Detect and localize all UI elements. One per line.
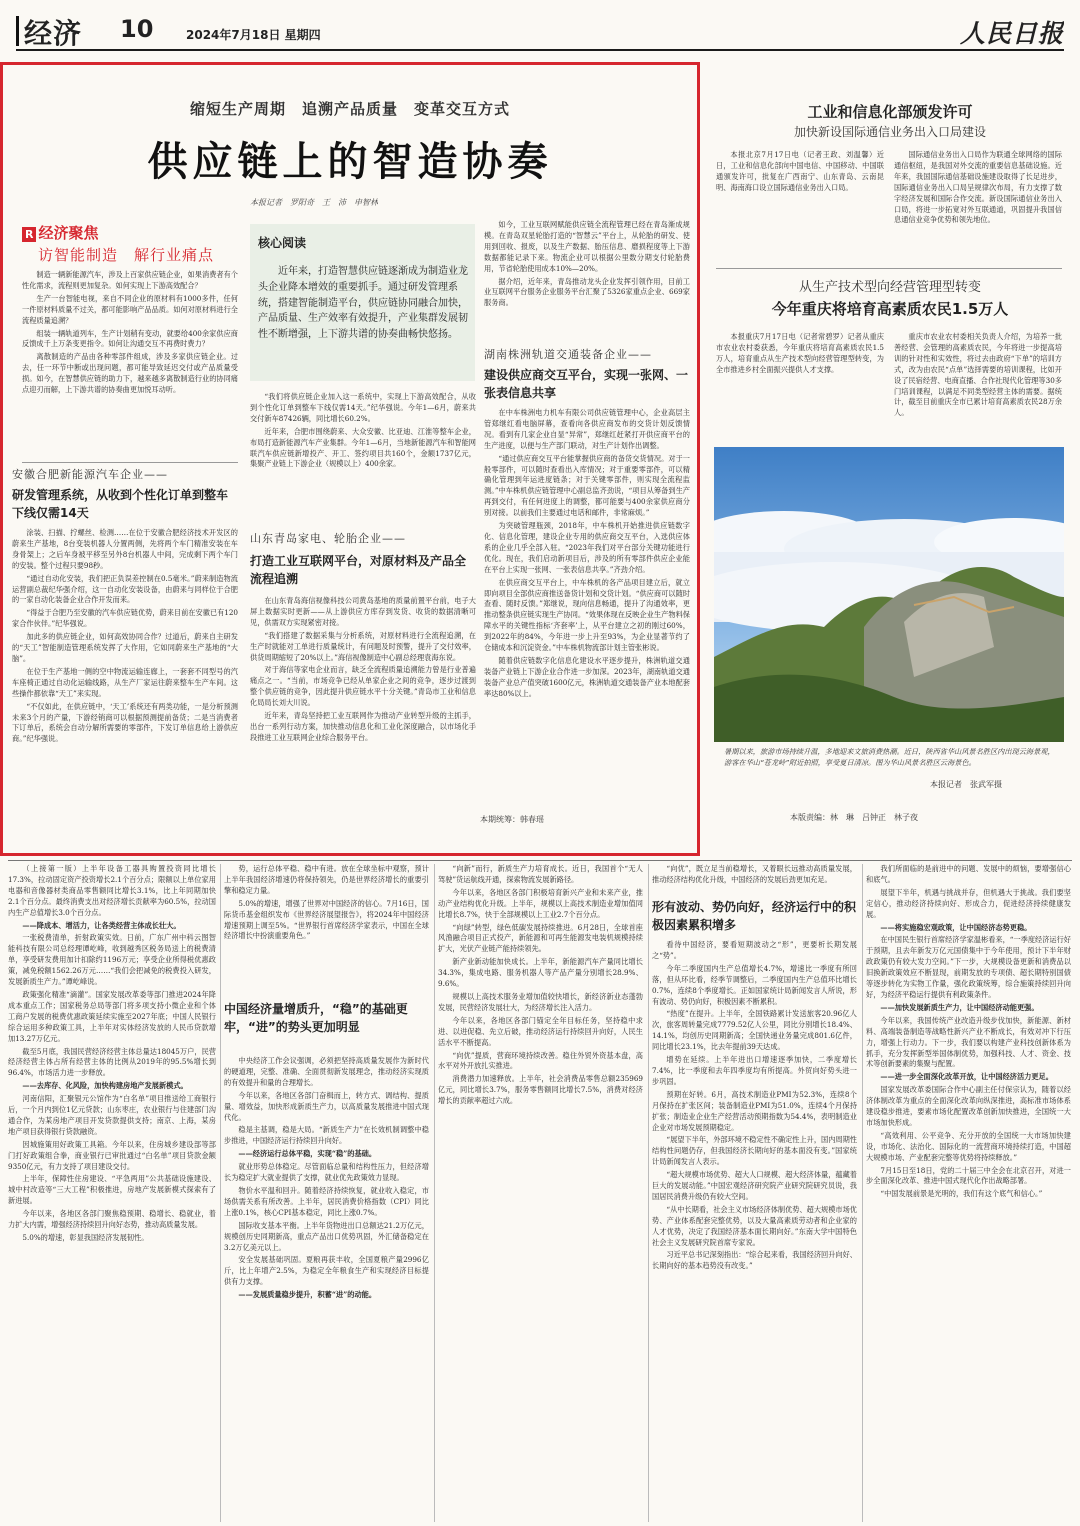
paragraph: “向新”而行，新质生产力培育成长。近日，我国首个“无人驾驶”货运航线开通，探索物流发展新路径。 <box>438 864 643 884</box>
paragraph: （上接第一版）上半年设备工器具购置投资同比增长17.3%，拉动固定资产投资增长2.1个百分点；限额以上单位家用电器和音像器材类商品零售额同比增长3.1%，比上年同期加快2.1个百分点。最终消费支出对经济增长贡献率为60.5%，拉动国内生产总值增长3.0个百分点。 <box>8 864 216 917</box>
section-name: 经济 <box>24 17 83 48</box>
paragraph: 今年二季度国内生产总值增长4.7%，增速比一季度有所回落，但从环比看，经季节调整后，二季度国内生产总值环比增长0.7%，连续8个季度增长。正如国家统计局新闻发言人所说，形有波动、势仍向好，积极因素不断累积。 <box>652 963 857 1006</box>
news2-title[interactable]: 今年重庆将培育高素质农民1.5万人 <box>771 300 1009 318</box>
paragraph: 国家发展改革委国际合作中心副主任付保宗认为，随着以经济体制改革为重点的全面深化改革向纵深推进，高标准市场体系建设稳步推进，要素市场化配置改革创新加快推进，全国统一大市场加快形成。 <box>866 1085 1071 1127</box>
section-divider <box>8 860 1072 861</box>
page-editors: 本版责编：林 琳 吕钟正 林子夜 <box>790 813 918 822</box>
paragraph: “超大规模市场优势、超大人口规模、超大经济体量，蕴藏着巨大的发展动能。”中国宏观经济研究院产业研究院研究员说，我国居民消费升级仍有较大空间。 <box>652 1170 857 1201</box>
paragraph: “高效利用、公平竞争、充分开放的全国统一大市场加快建设，市场化、法治化、国际化的一流营商环境持续打造，中国超大规模市场、产业配套完整等优势将持续释放。” <box>866 1130 1071 1162</box>
subhead-location-3: 湖南株洲轨道交通装备企业—— <box>484 348 652 361</box>
paragraph: 在位于生产基地一侧的空中物流运输连廊上，一套套不同型号的汽车座椅正通过自动化运输线路，从生产厂家运往蔚来整车生产车间。这些操作都依靠“天工”来实现。 <box>12 666 238 698</box>
paragraph: 在中车株洲电力机车有限公司供应链管理中心，企业高层主管郑继红看电脑屏幕，查看向各供应商发布的交货计划反馈情况。看到有几家企业自显“异常”，郑继红赶紧打开供应商平台的生产进度，以便与生产部门联动，对生产计划作出调整。 <box>484 408 690 450</box>
paragraph: ——将实施稳宏观政策，让中国经济态势更稳。 <box>880 922 1032 932</box>
paragraph: ——进一步全面深化改革开放，让中国经济活力更足。 <box>880 1072 1053 1082</box>
photo-caption: 暑期以来，旅游市场持续升温，多地迎来文旅消费热潮。近日，陕西省华山风景名胜区内出现云海景观，游客在华山“苍龙岭”附近拍照，享受夏日清凉。图为华山风景名胜区云海景色。 <box>724 747 1055 767</box>
paragraph: 随着供应链数字化信息化建设水平逐步提升，株洲轨道交通装备产业链上下游企业合作进一步加深。2023年，湖南轨道交通装备产业总产值突破1600亿元，株洲轨道交通装备产业本地配套率达80%以上。 <box>484 655 690 698</box>
paragraph: 今年以来，各地区各部门聚焦稳预期、稳增长、稳就业，着力扩大内需，增强经济持续回升向好态势，推动高质量发展。 <box>8 1209 216 1230</box>
rule <box>716 268 1062 269</box>
paragraph: 国际通信业务出入口局作为联通全球网络的国际通信枢纽，是我国对外交流的重要信息基础设施。近年来，我国国际通信基础设施建设取得了长足进步，国际通信业务出入口局呈规律次布局，有力支撑了数字经济发展和国际合作交流。新设国际通信业务出入口局，将进一步拓宽对外互联通道，巩固提升我国信息通信业竞争优势和领先地位。 <box>894 150 1062 225</box>
paragraph: “热度”在提升。上半年，全国铁路累计发送旅客20.96亿人次，旅客周转量完成7779.52亿人公里，同比分别增长18.4%、14.1%，均创历史同期新高；全国快递业务量完成801.6亿件，同比增长23.1%，比去年提前39天达成。 <box>652 1009 857 1052</box>
paragraph: “中国发展前景是光明的，我们有这个底气和信心。” <box>880 1189 1043 1199</box>
intro-paragraph: 制造一辆新能源汽车，涉及上百家供应链企业，如果消费者有个性化需求，流程则更加复杂。如何实现上下游高效配合？ <box>22 270 238 290</box>
paragraph: 5.0%的增速，增强了世界对中国经济的信心。7月16日，国际货币基金组织发布《世界经济展望报告》，将2024年中国经济增速预期上调至5%。“世界银行首席经济学家表示，中国在全球经济增长中扮演重要角色。” <box>224 898 429 941</box>
photo-credit: 本报记者 张武军摄 <box>930 780 1002 789</box>
paragraph: 习近平总书记深刻指出：“综合起来看，我国经济回升向好、长期向好的基本趋势没有改变。” <box>652 1250 857 1271</box>
lower-col-2-top <box>224 864 429 994</box>
paragraph: 国际收支基本平衡。上半年货物进出口总额达21.2万亿元，规模创历史同期新高，重点产品出口优势巩固，外汇储备稳定在3.2万亿美元以上。 <box>224 1220 429 1252</box>
paragraph: 今年以来，我国传统产业改造升级步伐加快，新能源、新材料、高端装备制造等战略性新兴产业不断成长，有效对冲下行压力，增强上行动力。下一步，我们要以构建产业科技创新体系为抓手，充分发挥新型举国体制优势，加强科技、人才、资金、技术等创新要素的集聚与配置。 <box>866 1015 1071 1069</box>
paragraph: “向优”提质，营商环境持续改善。稳住外贸外资基本盘，高水平对外开放扎实推进。 <box>438 1050 643 1071</box>
news2-body-left <box>716 332 884 438</box>
section-3-body <box>484 408 690 812</box>
mountain-cloud-illustration <box>714 447 1064 742</box>
news1-subtitle: 加快新设国际通信业务出入口局建设 <box>793 125 986 139</box>
paragraph: 今年以来，各地区各部门锚定全年目标任务，坚持稳中求进、以进促稳、先立后破，推动经济运行持续回升向好，人民生活水平不断提高。 <box>438 1015 643 1047</box>
feature-headline[interactable]: 供应链上的智造协奏 <box>147 139 553 185</box>
paragraph: 看待中国经济，要看短期波动之“形”，更要析长期发展之“势”。 <box>652 940 857 960</box>
paragraph: 我们所面临的是前进中的问题、发展中的烦恼，要增强信心和底气。 <box>866 864 1071 884</box>
paragraph: ——去库存、化风险，加快构建房地产发展新模式。 <box>22 1081 188 1091</box>
news2-pretitle: 从生产技术型向经营管理型转变 <box>798 280 981 295</box>
column-rule <box>648 864 649 1522</box>
news1-body-left <box>716 150 884 260</box>
intro-paragraph: 生产一台智能电视，来自不同企业的原材料有1000多件，任何一件原材料质量不过关，都可能影响产品品质。如何对原材料进行全流程质量追溯？ <box>22 293 238 325</box>
feature-kicker: 缩短生产周期 追溯产品质量 变革交互方式 <box>189 100 510 118</box>
paragraph: 据介绍，近年来，青岛推动龙头企业发挥引领作用，目前工业互联网平台服务企业服务平台汇聚了5326家重点企业、669家服务商。 <box>484 276 690 308</box>
lower-col-4-top <box>652 864 857 898</box>
paragraph: 河南信阳，汇聚银元公馆作为“白名单”项目推送给工商银行后，一个月内到位1亿元贷款；山东枣庄，农业银行与住建部门沟通合作，为某房地产项目开发贷款提供支持；南京、上海，某房地产项目获得银行贷款融资。 <box>8 1094 216 1136</box>
paragraph: 预期在好转。6月，高技术制造业PMI为52.3%，连续8个月保持在扩张区间；装备制造业PMI为51.0%，连续4个月保持扩张；制造业企业生产经营活动预期指数为54.4%，表明制造业企业对市场发展预期稳定。 <box>652 1089 857 1132</box>
paragraph: 本报重庆7月17日电（记者常碧罗）记者从重庆市农业农村委获悉，今年重庆将培育高素质农民1.5万人，培育重点从生产技术型向经营管理型转变，为全市推进乡村全面振兴提供人才支撑。 <box>716 332 884 374</box>
paragraph: 增势在延续。上半年进出口增速逐季加快，二季度增长7.4%，比一季度和去年四季度均有所提高。外贸向好势头进一步巩固。 <box>652 1055 857 1086</box>
lower-col-2 <box>224 1056 429 1522</box>
subhead-title-3[interactable]: 建设供应商交互平台，实现一张网、一张表信息共享 <box>484 368 689 400</box>
lower-headline-4[interactable]: 形有波动、势仍向好，经济运行中的积极因素累积增多 <box>652 900 857 932</box>
column-rule <box>220 864 221 1522</box>
paragraph: 今年以来，各地区各部门奋楫而上，转方式、调结构、提质量、增效益，加快形成新质生产力，以高质量发展推进中国式现代化。 <box>224 1090 429 1122</box>
subhead-location-1: 安徽合肥新能源汽车企业—— <box>12 468 168 481</box>
core-reading-text: 近年来，打造智慧供应链逐渐成为制造业龙头企业降本增效的重要抓手。通过研发管理系统，搭建智能制造平台，供应链协同融合加快，产品质量、生产效率有效提升，产业集群发展韧性不断增强，上下游共谱的协奏曲畅快悠扬。 <box>258 266 468 341</box>
paragraph: 就业形势总体稳定。尽管面临总量和结构性压力，但经济增长为稳定扩大就业提供了支撑，就业优先政策效力显现。 <box>224 1162 429 1183</box>
paragraph: 5.0%的增速，彰显我国经济发展韧性。 <box>22 1233 149 1242</box>
paragraph: “向优”，既立足当前稳增长，又着眼长远推动高质量发展，推动经济结构优化升级，中国经济的发展后劲更加充足。 <box>652 864 857 884</box>
column-rule <box>862 864 863 1522</box>
paragraph: 因城施策用好政策工具箱。今年以来，住房城乡建设部等部门打好政策组合拳，商业银行已审批通过“白名单”项目贷款金额9350亿元，有力支持了项目建设交付。 <box>8 1139 216 1171</box>
paragraph: 一张税费清单，折射政策实效。日前，广东广州中科云图智能科技有限公司总经理谭屹峰，收到越秀区税务局送上的税费清单，享受研发费用加计扣除约1196万元；享受企业所得税优惠政策，减免税额1562.26万元……“我们会把减免的税费投入研发，发展新质生产力。”谭屹峰说。 <box>8 933 216 987</box>
paragraph: 规模以上高技术服务业增加值较快增长，新经济新业态蓬勃发展，民营经济发展壮大，为经济增长注入活力。 <box>438 991 643 1012</box>
paragraph: 物价水平温和回升。随着经济持续恢复，就业收入稳定，市场供需关系有所改善。上半年，居民消费价格指数（CPI）同比上涨0.1%，核心CPI基本稳定，同比上涨0.7%。 <box>224 1185 429 1217</box>
paragraph: “不仅如此，在供应链中，‘天工’系统还有两类功能，一是分析预测未来3个月的产量，下游经销商可以根据预测提前备货；二是当消费者下订单后，系统会自动分解所需要的零部件，下发订单信息给上游供应商。”纪华强说。 <box>12 701 238 744</box>
news-photo[interactable] <box>714 447 1064 742</box>
column-rule <box>434 864 435 1522</box>
paragraph: “我们将供应链企业加入这一系统中，实现上下游高效配合，从收到个性化订单到整车下线仅需14天。”纪华强说。今年1—6月，蔚来共交付新车87426辆，同比增长60.2%。 <box>250 392 476 423</box>
paragraph: 稳是主基调，稳是大局。“新质生产力”在长效机制调整中稳步推进，中国经济运行持续回升向好。 <box>224 1125 429 1146</box>
paragraph: 展望下半年，机遇与挑战并存，但机遇大于挑战。我们要坚定信心，推动经济持续向好、形成合力，促进经济持续健康发展。 <box>866 887 1071 919</box>
paragraph: 消费潜力加速释放。上半年，社会消费品零售总额235969亿元，同比增长3.7%，服务零售额同比增长7.5%，消费对经济增长的贡献率超过六成。 <box>438 1074 643 1106</box>
lower-col-4 <box>652 940 857 1522</box>
page-number: 10 <box>120 15 154 43</box>
paragraph: 如今，工业互联网赋能供应链全流程管理已经在青岛渐成规模。在青岛双星轮胎打造的“智慧云”平台上，从轮胎的研发、使用到回收、报废，以及生产数据、胎压信息、磨损程度等上下游数据都能记录下来。物流企业可以根据公里数分期支付轮胎费用，节省轮胎使用成本10%—20%。 <box>484 220 690 273</box>
subhead-title-2[interactable]: 打造工业互联网平台，对原材料及产品全流程追溯 <box>250 554 467 586</box>
section-bar <box>16 16 19 46</box>
paragraph: “通过供应商交互平台能掌握供应商的备货交货情况。对于一般零部件，可以随时查看出入库情况；对于重要零部件，可以精确化管理到年运进度链条；对于关键零部件，则实现全流程监测。”中车株机供应链管理中心副总监齐劲说，“项目从筹备到生产再到交付，有任何进度上的调整，都可能要与400余家供应商分别对接。以前我们主要通过电话和邮件，非常麻烦。” <box>484 453 690 518</box>
paragraph: 中央经济工作会议强调，必须把坚持高质量发展作为新时代的硬道理，完整、准确、全面贯彻新发展理念，推动经济实现质的有效提升和量的合理增长。 <box>224 1056 429 1087</box>
paragraph: “从中长期看，社会主义市场经济体制优势、超大规模市场优势、产业体系配套完整优势，以及大量高素质劳动者和企业家的人才优势，决定了我国经济基本面长期向好。”东南大学中国特色社会主义发展研究院首席专家说。 <box>652 1204 857 1247</box>
paragraph: 近年来，青岛坚持把工业互联网作为推动产业转型升级的主抓手，出台一系列行动方案，加快推动信息化和工业化深度融合，以市场化手段推进工业互联网企业综合服务平台。 <box>250 711 476 742</box>
core-reading-title: 核心阅读 <box>258 236 307 250</box>
paragraph: 新产业新动能加快成长。上半年，新能源汽车产量同比增长34.3%，集成电路、服务机器人等产品产量分别增长28.9%、9.6%。 <box>438 957 643 989</box>
paragraph: 安全发展基础巩固。夏粮再获丰收，全国夏粮产量2996亿斤，比上年增产2.5%，为稳定全年粮食生产和实现经济目标提供有力支撑。 <box>224 1255 429 1287</box>
column-name: 经济聚焦 <box>38 224 99 242</box>
paragraph: “向绿”转型，绿色低碳发展持续推进。6月28日，全球首座风渔融合项目正式投产，新能源和可再生能源发电装机规模持续扩大，光伏产业链产能持续领先。 <box>438 922 643 954</box>
paragraph: 对于海信等家电企业而言，缺乏全流程质量追溯能力曾是行业普遍痛点之一。“当前，市场竞争已经从单家企业之间的竞争，逐步过渡到整个供应链的竞争，因此提升供应链水平十分关键。”青岛市工业和信息化局局长刘大川说。 <box>250 665 476 708</box>
paragraph: 本报北京7月17日电（记者王政、刘温馨）近日，工业和信息化部向中国电信、中国移动、中国联通颁发许可，批复在广西南宁、山东青岛、云南昆明、海南海口设立国际通信业务出入口局。 <box>716 150 884 192</box>
mid-body <box>250 392 476 520</box>
paragraph: 近年来，合肥市围绕蔚来、大众安徽、比亚迪、江淮等整车企业，布局打造新能源汽车产业集群。今年1—6月，当地新能源汽车和智能网联汽车供应链新增投产、开工、签约项目共160个，金额1737亿元，集聚产业链上下游企业（规模以上）400余家。 <box>250 426 476 469</box>
paragraph: ——加快发展新质生产力，让中国经济动能更强。 <box>880 1002 1039 1012</box>
news1-title[interactable]: 工业和信息化部颁发许可 <box>807 103 973 121</box>
paragraph: 涂装、扫描、拧螺丝、检测……在位于安徽合肥经济技术开发区的蔚来生产基地，8台变装机器人分置两侧，先将两个车门精准安装在车身骨架上；之后车身被平移至另外8台机器人中间，完成剩下两个车门的安装。整个过程只要98秒。 <box>12 528 238 570</box>
feature-byline: 本报记者 罗阳奇 王 沛 申智林 <box>250 198 378 207</box>
issue-date: 2024年7月18日 星期四 <box>186 28 321 42</box>
core-reading-box <box>250 224 475 381</box>
rule <box>22 462 238 463</box>
lower-col-3 <box>438 864 643 1522</box>
paragraph: 上半年，保障性住房建设、“平急两用”公共基础设施建设、城中村改造等“三大工程”积极推进，房地产发展新模式探索有了新进展。 <box>8 1174 216 1206</box>
column-tag: R <box>22 227 36 242</box>
subhead-location-2: 山东青岛家电、轮胎企业—— <box>250 532 406 545</box>
column-badge <box>22 222 99 243</box>
masthead-rule <box>16 49 1064 51</box>
feature-intro <box>22 270 238 456</box>
c3-body <box>484 220 690 336</box>
paragraph: 为突破管理瓶颈，2018年，中车株机开始推进供应链数字化、信息化管理，建设企业专用的供应商交互平台，入选供应体系的企业几乎全部入驻。“2023年我们对平台部分关键功能进行优化。现在，我们启动新项目后，涉及的所有零部件供应企业能在平台上实现一张网、一张表信息共享。”齐劲介绍。 <box>484 521 690 574</box>
intro-paragraph: 组装一辆轨道列车，生产计划稍有变动，就要给400余家供应商反馈成千上万条变更指令。如何让沟通交互不再费时费力？ <box>22 328 238 349</box>
paragraph: 今年以来，各地区各部门积极培育新兴产业和未来产业，推动产业结构优化升级。上半年，规模以上高技术制造业增加值同比增长8.7%，快于全部规模以上工业2.7个百分点。 <box>438 887 643 919</box>
paragraph: 重庆市农业农村委相关负责人介绍，为培养一批善经营、会管理的高素质农民，今年将进一步提高培训的针对性和实效性，将过去由政府“下单”的培训方式，改为由农民“点单”选择需要的培训课程，比如开设了民宿经营、电商直播、合作社现代化管理等30多门培训课程，以满足不同类型经营主体的需要。据统计，截至目前重庆全市已累计培育高素质农民28万余人。 <box>894 332 1062 418</box>
intro-paragraph: 离散制造的产品由各种零部件组成，涉及多家供应链企业。过去，任一环节中断或出现问题，都可能导致延迟交付或产品质量受损。如今，在智慧供应链的助力下，越来越多离散制造行业的协同痛点迎刃而解，上下游共谱的协奏曲更加悦耳动听。 <box>22 352 238 395</box>
paragraph: 加此多的供应链企业，如何高效协同合作？过道后，蔚来自主研发的“天工”智能制造管理系统发挥了大作用，它如同蔚来生产基地的“大脑”。 <box>12 632 238 663</box>
paragraph: ——降成本、增活力，让各类经营主体成长壮大。 <box>22 920 181 930</box>
paragraph: “展望下半年，外部环境不稳定性不确定性上升，国内周期性结构性问题仍存，但我国经济长期向好的基本面没有变。”国家统计局新闻发言人表示。 <box>652 1135 857 1167</box>
news2-body-right <box>894 332 1062 438</box>
subhead-title-1[interactable]: 研发管理系统，从收到个性化订单到整车下线仅需14天 <box>12 488 229 520</box>
paragraph: 在中国民生银行首席经济学家温彬看来，“一季度经济运行好于预期，且去年新发万亿元国债集中于今年使用，预计下半年财政政策仍有较大发力空间。”下一步，大规模设备更新和消费品以旧换新政策效应不断显现，前期发放的专项债、超长期特别国债等逐步转化为实物工作量，强化政策统筹，综合施策持续回升向好，为经济平稳运行提供有利政策条件。 <box>866 935 1071 999</box>
paragraph: “我们搭建了数据采集与分析系统，对原材料进行全流程追溯，在生产时就能对工单进行质量统计，有问题及时预警，提升了交付效率，供货周期缩短了20%以上。”海信视像制造中心副总经理袁海东说。 <box>250 630 476 662</box>
column-subtitle: 访智能制造 解行业痛点 <box>38 246 215 264</box>
paragraph: 在供应商交互平台上，中车株机的各产品项目建立后，就立即向项目全部供应商推送备货计划和交货计划。“供应商可以随时查看、随时反馈。”郑继说，现向信息畅通，提升了沟通效率，更推动整条供应链实现生产协同。“效果体现在反映企业生产物料保障水平的关键性指标‘齐套率’上，从平台建立之初的刚过60%，到2022年的84%，今年进一步上升至93%，为企业显著节约了仓储成本和沉淀资金。”中车株机物流部计划主管张彬说。 <box>484 577 690 653</box>
paragraph: ——发展质量稳步提升，积蓄“进”的动能。 <box>238 1290 377 1300</box>
news1-body-right <box>894 150 1062 260</box>
editor-note: 本期统筹：韩春瑶 <box>480 815 544 824</box>
lower-col-5 <box>866 864 1071 1522</box>
paragraph: “通过自动化安装，我们把正负误差控制在0.5毫米。”蔚来制造物流运营副总裁纪华强介绍，这一自动化安装设备，由蔚来与同样位于合肥的一家自动化装备企业合作开发而来。 <box>12 573 238 605</box>
paragraph: ——经济运行总体平稳，实现“稳”的基础。 <box>238 1149 377 1159</box>
lower-col-1 <box>8 864 216 1522</box>
section-header <box>16 8 186 48</box>
paragraph: 在山东青岛海信视像科技公司黄岛基地的质量前置平台前，电子大屏上数据实时更新——从上游供应方库存到发货、收货的数据清晰可见，供需双方实现紧密对接。 <box>250 596 476 627</box>
section-1-body <box>12 528 238 850</box>
newspaper-logo: 人民日报 <box>960 19 1065 48</box>
paragraph: “得益于合肥乃至安徽的汽车供应链优势，蔚来目前在安徽已有120家合作伙伴。”纪华强说。 <box>12 608 238 629</box>
paragraph: 政策强化精准“滴灌”。国家发展改革委等部门推进2024年降成本重点工作；国家税务总局等部门将多项支持小微企业和个体工商户发展的税费优惠政策延续实施至2027年底；中国人民银行综合运用多种政策工具，上半年对实体经济发放的人民币贷款增加13.27万亿元。 <box>8 989 216 1043</box>
paragraph: 势，运行总体平稳、稳中有进。放在全球坐标中观察，预计上半年我国经济增速仍将保持领先，仍是世界经济增长的重要引擎和稳定力量。 <box>224 864 429 895</box>
paragraph: 截至5月底，我国民营经济经营主体总量达18045万户，民营经济经营主体占所有经营主体的比例从2019年的95.5%增长到96.4%，市场活力进一步释放。 <box>8 1046 216 1078</box>
lower-headline-2[interactable]: 中国经济量增质升，“稳”的基础更牢，“进”的势头更加明显 <box>224 1002 408 1034</box>
paragraph: 7月15日至18日，党的二十届三中全会在北京召开，对进一步全面深化改革、推进中国式现代化作出战略部署。 <box>866 1165 1071 1186</box>
section-2-body <box>250 596 476 850</box>
